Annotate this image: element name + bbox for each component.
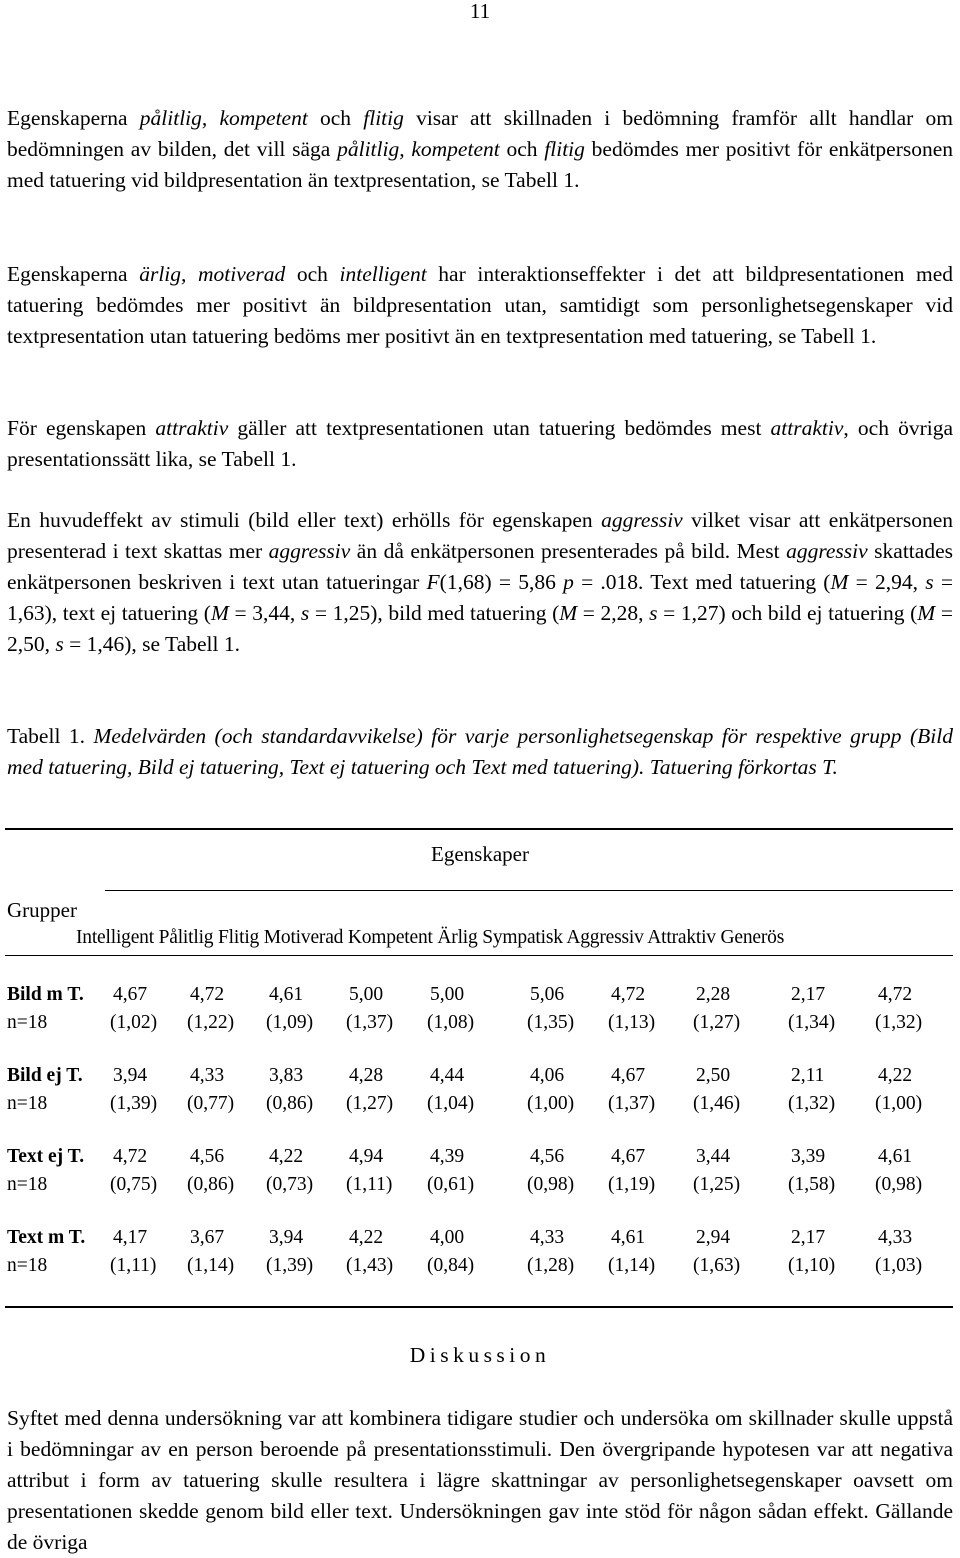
sd-cell: (1,58) (788, 1174, 836, 1195)
sd-cell: (1,63) (693, 1255, 741, 1276)
group-header: Grupper (7, 898, 77, 922)
italic-run: s (925, 570, 934, 594)
mean-cell: 3,67 (190, 1227, 225, 1248)
sd-cell: (1,13) (608, 1012, 656, 1033)
mean-cell: 4,33 (190, 1065, 225, 1086)
mean-cell: 4,67 (611, 1065, 646, 1086)
italic-run: M (917, 601, 936, 625)
mean-cell: 4,33 (530, 1227, 565, 1248)
sd-cell: (1,03) (875, 1255, 923, 1276)
sd-cell: (1,37) (346, 1012, 394, 1033)
sd-cell: (0,98) (875, 1174, 923, 1195)
table-caption: Tabell 1. Medelvärden (och standardavvikelse) för varje personlighetsegenskap för respektive grupp (Bild med tatuering, Bild ej tatuering, Text ej tatuering och Text med tatuering). Tatuering förkortas T. (7, 724, 953, 779)
paragraph-2: Egenskaperna ärlig, motiverad och intelligent har interaktionseffekter i det att bildpresentationen med tatuering bedömdes mer positivt än bildpresentation utan, samtidigt som personlighetsegenskaper vid textpresentation utan tatuering bedöms mer positivt än en textpresentation med tatuering, se Tabell 1. (7, 262, 953, 348)
italic-run: aggressiv (601, 508, 683, 532)
italic-run: s (300, 601, 310, 625)
mean-cell: 4,22 (349, 1227, 384, 1248)
sd-cell: (1,00) (875, 1093, 923, 1114)
mean-cell: 4,17 (113, 1227, 148, 1248)
row-group-label: Text m T. (7, 1227, 86, 1248)
italic-run: flitig (363, 106, 404, 130)
mean-cell: 3,83 (269, 1065, 304, 1086)
column-group-rule (105, 890, 953, 891)
sd-cell: (1,10) (788, 1255, 836, 1276)
italic-run: attraktiv (155, 416, 229, 440)
italic-run: M (559, 601, 578, 625)
mean-cell: 2,94 (696, 1227, 731, 1248)
section-heading: Diskussion (409, 1343, 551, 1367)
mean-cell: 2,11 (791, 1065, 825, 1086)
mean-cell: 4,22 (269, 1146, 304, 1167)
mean-cell: 4,00 (430, 1227, 465, 1248)
italic-run: M (210, 601, 229, 625)
sd-cell: (0,86) (266, 1093, 314, 1114)
mean-cell: 4,94 (349, 1146, 384, 1167)
sd-cell: (1,14) (187, 1255, 235, 1276)
paragraph-3: För egenskapen attraktiv gäller att textpresentationen utan tatuering bedömdes mest attraktiv, och övriga presentationssätt lika, se Tabell 1. (7, 416, 954, 471)
mean-cell: 4,39 (430, 1146, 465, 1167)
italic-run: F (426, 570, 440, 594)
sd-cell: (1,39) (110, 1093, 158, 1114)
sd-cell: (1,19) (608, 1174, 656, 1195)
mean-cell: 3,94 (113, 1065, 148, 1086)
sd-cell: (1,37) (608, 1093, 656, 1114)
sd-cell: (1,28) (527, 1255, 575, 1276)
mean-cell: 4,72 (113, 1146, 148, 1167)
sd-cell: (1,02) (110, 1012, 158, 1033)
mean-cell: 2,17 (791, 984, 826, 1005)
mean-cell: 3,44 (696, 1146, 731, 1167)
italic-run: s (649, 601, 658, 625)
sd-cell: (0,77) (187, 1093, 235, 1114)
sd-cell: (1,09) (266, 1012, 314, 1033)
page-number: 11 (469, 0, 491, 23)
sd-cell: (1,39) (266, 1255, 314, 1276)
paragraph-5: Syftet med denna undersökning var att kombinera tidigare studier och undersöka om skillnader skulle uppstå i bedömningar av en person beroende på presentationsstimuli. Den övergripande hypotesen var att negativa attribut i form av tatuering skulle resultera i lägre skattningar av personlighetsegenskaper oavsett om presentationen skedde genom bild eller text. Undersökningen gav inte stöd för någon sådan effekt. Gällande de övriga (7, 1406, 953, 1554)
mean-cell: 4,61 (611, 1227, 646, 1248)
sd-cell: (1,08) (427, 1012, 475, 1033)
sd-cell: (1,32) (788, 1093, 836, 1114)
mean-cell: 4,61 (269, 984, 304, 1005)
table-title: Egenskaper (431, 842, 529, 866)
sd-cell: (1,34) (788, 1012, 836, 1033)
mean-cell: 2,50 (696, 1065, 731, 1086)
sd-cell: (1,27) (693, 1012, 741, 1033)
paragraph-4: En huvudeffekt av stimuli (bild eller text) erhölls för egenskapen aggressiv vilket visar att enkätpersonen presenterad i text skattas mer aggressiv än då enkätpersonen presenterades på bild. Mest aggressiv skattades enkätpersonen beskriven i text utan tatueringar F(1,68) = 5,86 p = .018. Text med tatuering (M = 2,94, s = 1,63), text ej tatuering (M = 3,44, s = 1,25), bild med tatuering (M = 2,28, s = 1,27) och bild ej tatuering (M = 2,50, s = 1,46), se Tabell 1. (7, 508, 953, 656)
mean-cell: 5,00 (349, 984, 384, 1005)
row-n: n=18 (7, 1255, 48, 1276)
italic-run: aggressiv (268, 539, 351, 563)
row-group-label: Text ej T. (7, 1146, 85, 1167)
table-top-rule (5, 828, 953, 830)
mean-cell: 5,00 (430, 984, 465, 1005)
mean-cell: 4,56 (530, 1146, 565, 1167)
italic-run: flitig (544, 137, 585, 161)
sd-cell: (0,98) (527, 1174, 575, 1195)
row-n: n=18 (7, 1093, 48, 1114)
sd-cell: (1,00) (527, 1093, 575, 1114)
italic-run: attraktiv (770, 416, 844, 440)
sd-cell: (0,75) (110, 1174, 158, 1195)
mean-cell: 4,72 (611, 984, 646, 1005)
italic-run: pålitlig, kompetent (139, 106, 308, 130)
sd-cell: (1,27) (346, 1093, 394, 1114)
header-bottom-rule (5, 955, 953, 956)
mean-cell: 2,28 (696, 984, 731, 1005)
sd-cell: (0,61) (427, 1174, 475, 1195)
sd-cell: (1,35) (527, 1012, 575, 1033)
row-group-label: Bild m T. (7, 984, 84, 1005)
sd-cell: (1,43) (346, 1255, 394, 1276)
mean-cell: 4,56 (190, 1146, 225, 1167)
sd-cell: (1,11) (110, 1255, 157, 1276)
sd-cell: (1,32) (875, 1012, 923, 1033)
italic-run: s (55, 632, 64, 656)
row-n: n=18 (7, 1012, 48, 1033)
mean-cell: 4,61 (878, 1146, 913, 1167)
italic-run: M (830, 570, 849, 594)
mean-cell: 4,33 (878, 1227, 913, 1248)
mean-cell: 4,72 (190, 984, 225, 1005)
table-bottom-rule (5, 1306, 953, 1308)
row-n: n=18 (7, 1174, 48, 1195)
mean-cell: 3,39 (791, 1146, 826, 1167)
mean-cell: 2,17 (791, 1227, 826, 1248)
mean-cell: 4,67 (611, 1146, 646, 1167)
sd-cell: (1,22) (187, 1012, 235, 1033)
sd-cell: (0,84) (427, 1255, 475, 1276)
italic-run: intelligent (339, 262, 427, 286)
sd-cell: (1,04) (427, 1093, 475, 1114)
italic-run: Medelvärden (och standardavvikelse) för varje personlighetsegenskap för respektive grupp (Bild med tatuering, Bild ej tatuering, Text ej tatuering och Text med tatuering). Tatuering förkortas T. (7, 724, 953, 779)
sd-cell: (0,73) (266, 1174, 314, 1195)
paragraph-1: Egenskaperna pålitlig, kompetent och flitig visar att skillnaden i bedömning framför allt handlar om bedömningen av bilden, det vill säga pålitlig, kompetent och flitig bedömdes mer positivt för enkätpersonen med tatuering vid bildpresentation än textpresentation, se Tabell 1. (7, 106, 954, 192)
mean-cell: 4,06 (530, 1065, 565, 1086)
row-group-label: Bild ej T. (7, 1065, 83, 1086)
column-headers: Intelligent Pålitlig Flitig Motiverad Kompetent Ärlig Sympatisk Aggressiv Attraktiv Generös (76, 927, 785, 948)
sd-cell: (1,11) (346, 1174, 393, 1195)
mean-cell: 4,44 (430, 1065, 465, 1086)
italic-run: aggressiv (786, 539, 868, 563)
sd-cell: (1,14) (608, 1255, 656, 1276)
italic-run: p (563, 570, 574, 594)
mean-cell: 3,94 (269, 1227, 304, 1248)
sd-cell: (1,25) (693, 1174, 741, 1195)
italic-run: ärlig, motiverad (139, 262, 286, 286)
mean-cell: 4,72 (878, 984, 913, 1005)
mean-cell: 4,22 (878, 1065, 913, 1086)
mean-cell: 4,28 (349, 1065, 384, 1086)
mean-cell: 5,06 (530, 984, 565, 1005)
italic-run: pålitlig, kompetent (337, 137, 500, 161)
sd-cell: (0,86) (187, 1174, 235, 1195)
sd-cell: (1,46) (693, 1093, 741, 1114)
mean-cell: 4,67 (113, 984, 148, 1005)
